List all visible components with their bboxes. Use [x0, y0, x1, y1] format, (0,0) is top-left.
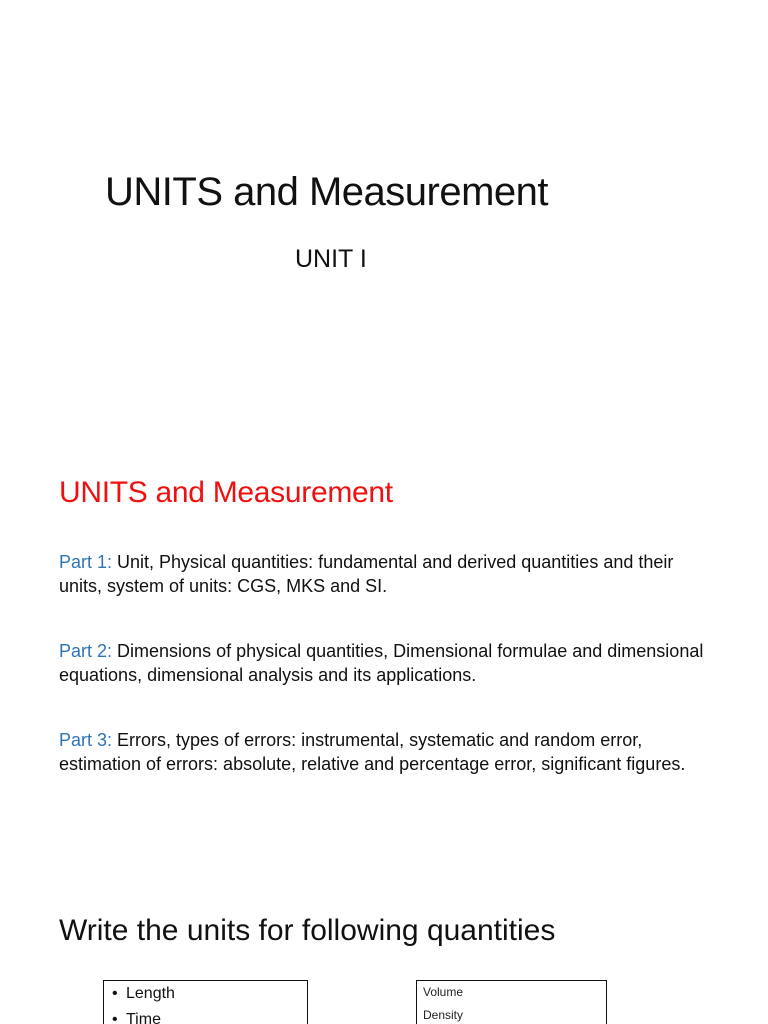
part-3-label: Part 3:	[59, 730, 113, 750]
part-3-text: Errors, types of errors: instrumental, systematic and random error, estimation of errors: absolute, relative and percentage error, significant figures.	[59, 730, 686, 774]
part-3-paragraph	[59, 728, 709, 776]
exercise-heading: Write the units for following quantities	[59, 914, 556, 947]
bullet-icon: •	[112, 985, 118, 1002]
slide-title: UNITS and Measurement	[105, 170, 549, 214]
part-2-label: Part 2:	[59, 641, 113, 661]
slide-subtitle: UNIT I	[295, 245, 367, 273]
right-quantity-box	[416, 980, 607, 1024]
left-quantity-box	[103, 980, 308, 1024]
list-item-text: Time	[126, 1011, 161, 1024]
list-item: Volume	[423, 985, 464, 999]
bullet-icon: •	[112, 1011, 118, 1024]
left-quantity-list	[104, 981, 307, 1024]
syllabus-slide	[0, 432, 768, 864]
exercise-slide	[0, 864, 768, 1024]
list-item	[104, 981, 307, 1007]
part-2-text: Dimensions of physical quantities, Dimensional formulae and dimensional equations, dimensional analysis and its applications.	[59, 641, 704, 685]
syllabus-heading: UNITS and Measurement	[59, 476, 393, 509]
list-item	[104, 1007, 307, 1024]
part-1-text: Unit, Physical quantities: fundamental and derived quantities and their units, system of units: CGS, MKS and SI.	[59, 552, 674, 596]
part-1-label: Part 1:	[59, 552, 113, 572]
right-quantity-list	[417, 981, 606, 1024]
part-2-paragraph	[59, 639, 709, 687]
list-item-text: Length	[126, 985, 175, 1002]
list-item: Density	[423, 1008, 464, 1022]
part-1-paragraph	[59, 550, 709, 598]
title-slide	[0, 0, 768, 432]
